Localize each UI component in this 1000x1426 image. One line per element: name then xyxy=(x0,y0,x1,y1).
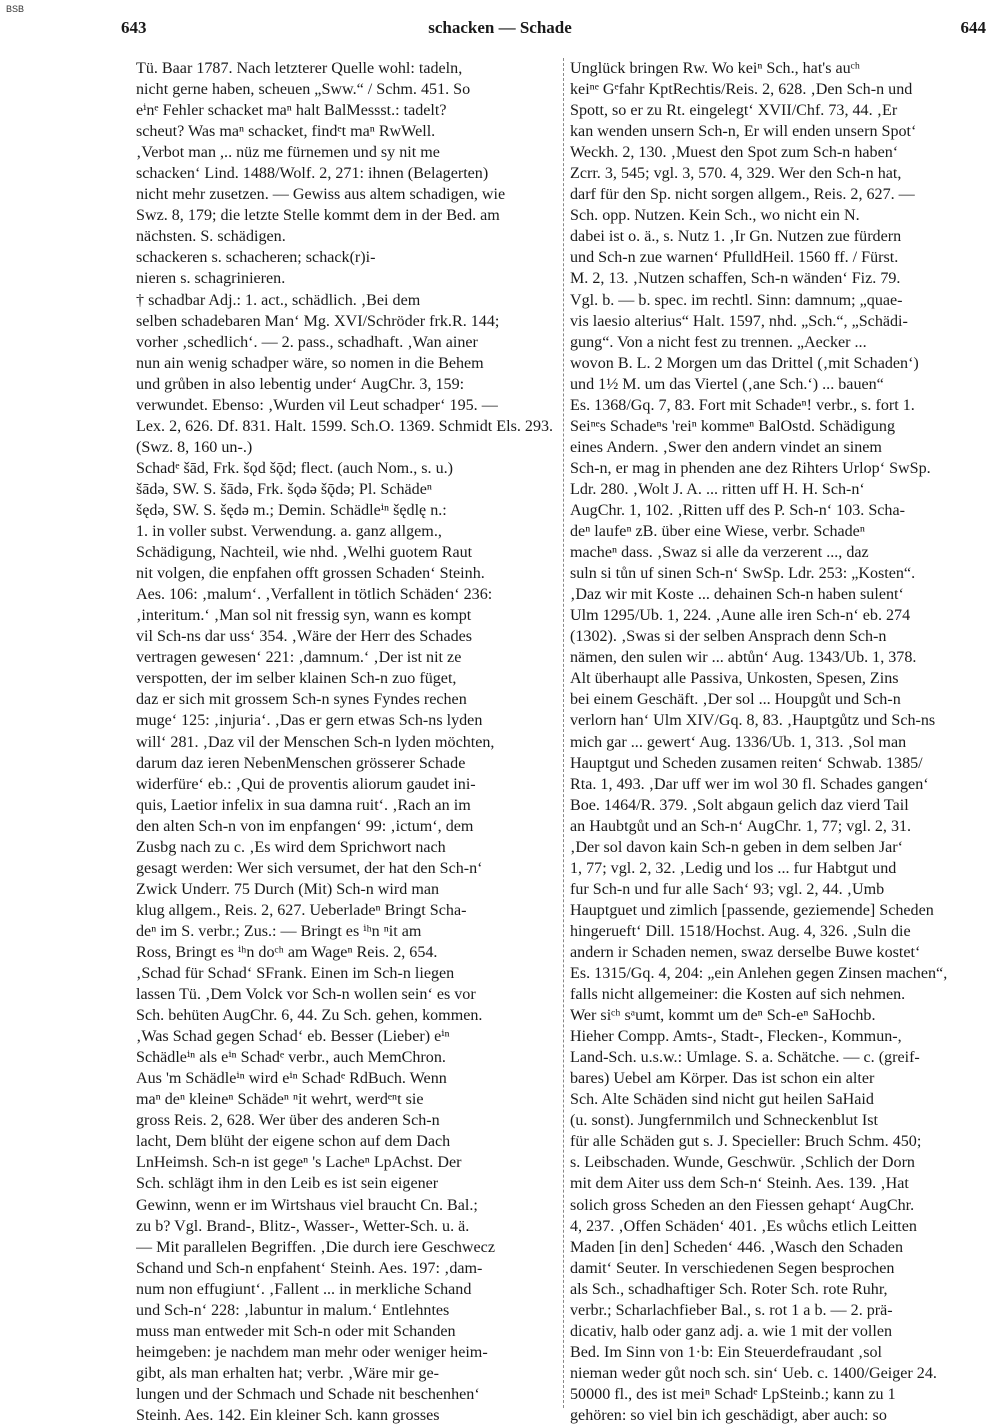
text-line: Schand und Sch-n enpfahent‘ Steinh. Aes. 197: ‚dam- xyxy=(136,1259,483,1277)
text-line: Weckh. 2, 130. ‚Muest den Spot zum Sch-n haben‘ xyxy=(570,144,899,162)
text-line: ‚Verbot man ,.. nüz me fürnemen und sy nit me xyxy=(136,144,440,162)
text-line: ‚Der sol davon kain Sch-n geben in dem selben Jar‘ xyxy=(570,838,903,856)
text-line: nicht gerne haben, scheuen „Sww.“ / Schm. 451. So xyxy=(136,81,471,99)
text-line: verspotten, der im selber klainen Sch-n zuo füget, xyxy=(136,670,457,688)
text-line: Sch-n, er mag in phenden ane dez Rihters Urlop‘ SwSp. xyxy=(570,459,931,477)
page-number-left: 643 xyxy=(121,18,147,37)
text-line: wovon B. L. 2 Morgen um das Drittel (‚mit Schaden‘) xyxy=(570,354,919,372)
text-line: macheⁿ dass. ‚Swaz si alle da verzerent ..., daz xyxy=(570,544,869,562)
text-line: AugChr. 1, 102. ‚Ritten uff des P. Sch-n‘ 103. Scha- xyxy=(570,501,905,519)
text-line: suln si tůn uf sinen Sch-n‘ SwSp. Ldr. 253: „Kosten“. xyxy=(570,565,916,583)
text-line: quis, Laetior infelix in sua damna ruit‘. ‚Rach an im xyxy=(136,796,471,814)
text-line: Bed. Im Sinn von 1·b: Ein Steuerdefraudant ‚sol xyxy=(570,1343,882,1361)
text-line: šędə, SW. S. šędə m.; Demin. Schädleⁱⁿ šędlę n.: xyxy=(136,501,447,519)
text-line: dicativ, halb oder ganz adj. a. wie 1 mit der vollen xyxy=(570,1322,893,1340)
text-line: (1302). ‚Swas si der selben Ansprach denn Sch-n xyxy=(570,628,887,646)
text-line: eⁱnᵉ Fehler schacket maⁿ halt BalMessst.: tadelt? xyxy=(136,102,447,120)
text-line: mit dem Aiter uss dem Sch-n‘ Steinh. Aes. 139. ‚Hat xyxy=(570,1175,909,1193)
text-line: 50000 fl., des ist meiⁿ Schadᵉ LpSteinb.; kann zu 1 xyxy=(570,1385,896,1403)
text-line: LnHeimsh. Sch-n ist gegeⁿ 's Lacheⁿ LpAchst. Der xyxy=(136,1154,462,1172)
text-line: 1. in voller subst. Verwendung. a. ganz allgem., xyxy=(136,523,442,541)
text-line: Ulm 1295/Ub. 1, 224. ‚Aune alle iren Sch-n‘ eb. 274 xyxy=(570,607,911,625)
text-line: Aus 'm Schädleⁱⁿ wird eⁱⁿ Schadᵉ RdBuch. Wenn xyxy=(136,1070,447,1088)
text-line: bares) Uebel am Körper. Das ist schon ein alter xyxy=(570,1070,875,1088)
text-line: und Sch-n‘ 228: ‚labuntur in malum.‘ Entlehntes xyxy=(136,1301,450,1319)
text-line: zu b? Vgl. Brand-, Blitz-, Wasser-, Wetter-Sch. u. ä. xyxy=(136,1217,470,1235)
text-line: Spott, so er zu Rt. eingelegt‘ XVII/Chf. 73, 44. ‚Er xyxy=(570,102,898,120)
text-line: gehören: so viel bin ich geschädigt, aber auch: so xyxy=(570,1407,887,1424)
text-line: 1, 77; vgl. 2, 32. ‚Ledig und los ... fur Habtgut und xyxy=(570,859,897,877)
text-line: Zcrr. 3, 545; vgl. 3, 570. 4, 329. Wer den Sch-n hat, xyxy=(570,165,902,183)
text-line: Gewinn, wenn er im Wirtshaus viel braucht Cn. Bal.; xyxy=(136,1196,478,1214)
text-line: num non effugiunt‘. ‚Fallent ... in merkliche Schand xyxy=(136,1280,472,1298)
text-line: nit volgen, die enpfahen offt grossen Schaden‘ Steinh. xyxy=(136,565,485,583)
text-line: nieren s. schagrinieren. xyxy=(136,270,286,288)
text-line: vil Sch-ns dar uss‘ 354. ‚Wäre der Herr des Schades xyxy=(136,628,473,646)
text-line: Boe. 1464/R. 379. ‚Solt abgaun gelich daz vierd Tail xyxy=(570,796,909,814)
text-line: Vgl. b. — b. spec. im rechtl. Sinn: damnum; „quae- xyxy=(570,291,903,309)
text-line: Tü. Baar 1787. Nach letzterer Quelle wohl: tadeln, xyxy=(136,60,463,77)
text-line: Sch. schlägt ihm in den Leib es ist sein eigener xyxy=(136,1175,439,1193)
text-line: Hauptguet und zimlich [passende, geziemende] Scheden xyxy=(570,901,934,919)
page-number-right: 644 xyxy=(960,18,986,37)
text-line: Aes. 106: ‚malum‘. ‚Verfallent in tötlich Schäden‘ 236: xyxy=(136,586,493,604)
text-line: lacht, Dem blüht der eigene schon auf dem Dach xyxy=(136,1133,451,1151)
text-line: lassen Tü. ‚Dem Volck vor Sch-n wollen sein‘ es vor xyxy=(136,986,476,1004)
text-line: Es. 1368/Gq. 7, 83. Fort mit Schadeⁿ! verbr., s. fort 1. xyxy=(570,396,915,414)
text-line: Zwick Underr. 75 Durch (Mit) Sch-n wird man xyxy=(136,880,440,898)
text-line: und grůben in also lebentig under‘ AugChr. 3, 159: xyxy=(136,375,465,393)
text-line: den alten Sch-n von im enpfangen‘ 99: ‚ictum‘, dem xyxy=(136,817,474,835)
text-line: Alt überhaupt alle Passiva, Unkosten, Spesen, Zins xyxy=(570,670,899,688)
text-line: schackeren s. schacheren; schack(r)i- xyxy=(136,249,376,267)
text-line: deⁿ laufeⁿ zB. über eine Wiese, verbr. Schadeⁿ xyxy=(570,523,865,541)
text-line: (Swz. 8, 160 un-.) xyxy=(136,438,253,456)
text-line: Ross, Bringt es ⁱʰn doᶜʰ am Wageⁿ Reis. 2, 654. xyxy=(136,943,438,961)
text-line: an Haubtgůt und an Sch-n‘ AugChr. 1, 77; vgl. 2, 31. xyxy=(570,817,912,835)
text-line: Maden [in den] Scheden‘ 446. ‚Wasch den Schaden xyxy=(570,1238,903,1256)
text-line: eines Andern. ‚Swer den andern vindet an sinem xyxy=(570,438,882,456)
text-line: šādə, SW. S. šādə, Frk. šǫdə šǭdə; Pl. Schädeⁿ xyxy=(136,480,432,498)
text-line: Es. 1315/Gq. 4, 204: „ein Anlehen gegen Zinsen machen“, xyxy=(570,965,948,983)
text-line: Hieher Compp. Amts-, Stadt-, Flecken-, Kommun-, xyxy=(570,1028,902,1046)
text-line: verlorn han‘ Ulm XIV/Gq. 8, 83. ‚Hauptgůtz und Sch-ns xyxy=(570,712,936,730)
text-line: damit‘ Seuter. In verschiedenen Segen besprochen xyxy=(570,1259,895,1277)
text-line: M. 2, 13. ‚Nutzen schaffen, Sch-n wänden‘ Fiz. 79. xyxy=(570,270,901,288)
text-line: ‚Was Schad gegen Schad‘ eb. Besser (Lieber) eⁱⁿ xyxy=(136,1028,450,1046)
text-line: s. Leibschaden. Wunde, Geschwür. ‚Schlich der Dorn xyxy=(570,1154,915,1172)
text-line: 4, 237. ‚Offen Schäden‘ 401. ‚Es wůchs etlich Leitten xyxy=(570,1217,917,1235)
text-line: darum daz ieren NebenMenschen grösserer Schade xyxy=(136,754,466,772)
text-line: nämen, den sulen wir ... abtůn‘ Aug. 1343/Ub. 1, 378. xyxy=(570,649,917,667)
text-line: nieman weder gůt noch sch. sin‘ Ueb. c. 1400/Geiger 24. xyxy=(570,1364,937,1382)
text-line: ‚interitum.‘ ‚Man sol nit fressig syn, wann es kompt xyxy=(136,607,472,625)
text-line: mich gar ... gewert‘ Aug. 1336/Ub. 1, 313. ‚Sol man xyxy=(570,733,907,751)
text-line: Schädleⁱⁿ als eⁱⁿ Schadᵉ verbr., auch MemChron. xyxy=(136,1049,446,1067)
text-line: — Mit parallelen Begriffen. ‚Die durch iere Geschwecz xyxy=(136,1238,495,1256)
text-line: † schadbar Adj.: 1. act., schädlich. ‚Bei dem xyxy=(136,291,421,309)
text-line: als Sch., schadhaftiger Sch. Roter Sch. rote Ruhr, xyxy=(570,1280,888,1298)
text-line: bei einem Geschäft. ‚Der sol ... Houpgůt und Sch-n xyxy=(570,691,901,709)
text-line: Land-Sch. u.s.w.: Umlage. S. a. Schätche. — c. (greif- xyxy=(570,1049,920,1067)
text-line: maⁿ deⁿ kleineⁿ Schädeⁿ ⁿit wehrt, werdᵉⁿt sie xyxy=(136,1091,424,1109)
text-line: klug allgem., Reis. 2, 627. Ueberladeⁿ Bringt Scha- xyxy=(136,901,467,919)
text-line: vis laesio alterius“ Halt. 1597, nhd. „Sch.“, „Schädi- xyxy=(570,312,908,330)
running-title: schacken — Schade xyxy=(428,18,572,37)
text-line: gibt, als man erhalten hat; verbr. ‚Wäre mir ge- xyxy=(136,1364,439,1382)
text-line: hingerueft‘ Dill. 1518/Hochst. Aug. 4, 326. ‚Suln die xyxy=(570,922,911,940)
text-line: muss man entweder mit Sch-n oder mit Schanden xyxy=(136,1322,456,1340)
library-stamp: BSB xyxy=(6,4,25,14)
text-line: und Sch-n zue warnen‘ PfulldHeil. 1560 ff. / Fürst. xyxy=(570,249,899,267)
text-line: Sch. opp. Nutzen. Kein Sch., wo nicht ein N. xyxy=(570,207,860,225)
text-line: falls nicht allgemeiner: die Kosten auf sich nehmen. xyxy=(570,986,906,1004)
text-line: Seiⁿᵉs Schadeⁿs 'reiⁿ kommeⁿ BalOstd. Schädigung xyxy=(570,417,895,435)
right-text-column xyxy=(570,58,988,1426)
text-line: vorher ‚schedlich‘. — 2. pass., schadhaft. ‚Wan ainer xyxy=(136,333,478,351)
text-line: will‘ 281. ‚Daz vil der Menschen Sch-n lyden möchten, xyxy=(136,733,495,751)
text-line: nicht mehr zusetzen. — Gewiss aus altem schadigen, wie xyxy=(136,186,506,204)
text-line: selben schadebaren Man‘ Mg. XVI/Schröder frk.R. 144; xyxy=(136,312,500,330)
text-line: muge‘ 125: ‚injuria‘. ‚Das er gern etwas Sch-ns lyden xyxy=(136,712,483,730)
text-line: widerfüre‘ eb.: ‚Qui de proventis aliorum gaudet ini- xyxy=(136,775,476,793)
text-line: lungen und der Schmach und Schade nit beschenhen‘ xyxy=(136,1385,480,1403)
text-line: heimgeben: je nachdem man mehr oder weniger heim- xyxy=(136,1343,488,1361)
text-line: keiⁿᵉ Gᵉfahr KptRechtis/Reis. 2, 628. ‚Den Sch-n und xyxy=(570,81,913,99)
text-line: Schadᵉ šād, Frk. šǫd šǭd; flect. (auch Nom., s. u.) xyxy=(136,459,454,477)
text-line: Unglück bringen Rw. Wo keiⁿ Sch., hat's auᶜʰ xyxy=(570,60,860,77)
text-line: gross Reis. 2, 628. Wer über des anderen Sch-n xyxy=(136,1112,440,1130)
text-line: (u. sonst). Jungfernmilch und Schneckenblut Ist xyxy=(570,1112,878,1130)
text-line: verwundet. Ebenso: ‚Wurden vil Leut schadper‘ 195. — xyxy=(136,396,498,414)
text-line: Lex. 2, 626. Df. 831. Halt. 1599. Sch.O. 1369. Schmidt Els. 293. xyxy=(136,417,554,435)
text-line: vertragen gewesen‘ 221: ‚damnum.‘ ‚Der ist nit ze xyxy=(136,649,462,667)
text-line: ‚Schad für Schad‘ SFrank. Einen im Sch-n liegen xyxy=(136,965,455,983)
column-divider xyxy=(563,58,564,1408)
text-line: Schädigung, Nachteil, wie nhd. ‚Welhi guotem Raut xyxy=(136,544,473,562)
text-line: gesagt werden: Wer sich versumet, der hat den Sch-n‘ xyxy=(136,859,483,877)
text-line: Steinh. Aes. 142. Ein kleiner Sch. kann grosses xyxy=(136,1407,440,1424)
text-line: für alle Schäden gut s. J. Specieller: Bruch Schm. 450; xyxy=(570,1133,922,1151)
text-line: deⁿ im S. verbr.; Zus.: — Bringt es ⁱʰn ⁿit am xyxy=(136,922,422,940)
text-line: und 1½ M. um das Viertel (‚ane Sch.‘) ... bauen“ xyxy=(570,375,884,393)
text-line: Hauptgut und Scheden zusamen reiten‘ Schwab. 1385/ xyxy=(570,754,923,772)
text-line: dabei ist o. ä., s. Nutz 1. ‚Ir Gn. Nutzen zue fürdern xyxy=(570,228,902,246)
text-line: Zusbg nach zu c. ‚Es wird dem Sprichwort nach xyxy=(136,838,446,856)
text-line: darf für den Sp. nicht sorgen allgem., Reis. 2, 627. — xyxy=(570,186,915,204)
text-line: fur Sch-n und fur alle Sach‘ 93; vgl. 2, 44. ‚Umb xyxy=(570,880,885,898)
text-line: solich gross Scheden an den Fiessen gehapt‘ AugChr. xyxy=(570,1196,915,1214)
text-line: Sch. Alte Schäden sind nicht gut heilen SaHaid xyxy=(570,1091,874,1109)
text-line: kan wenden unsern Sch-n, Er will enden unsern Spot‘ xyxy=(570,123,917,141)
text-line: schacken‘ Lind. 1488/Wolf. 2, 271: ihnen (Belagerten) xyxy=(136,165,489,183)
text-line: Rta. 1, 493. ‚Dar uff wer im wol 30 fl. Schades gangen‘ xyxy=(570,775,929,793)
text-line: nun ain wenig schadper wäre, so nomen in die Behem xyxy=(136,354,484,372)
text-line: ‚Daz wir mit Koste ... dehainen Sch-n haben sulent‘ xyxy=(570,586,904,604)
text-line: verbr.; Scharlachfieber Bal., s. rot 1 a b. — 2. prä- xyxy=(570,1301,893,1319)
text-line: Ldr. 280. ‚Wolt J. A. ... ritten uff H. H. Sch-n‘ xyxy=(570,480,865,498)
text-line: nächsten. S. schädigen. xyxy=(136,228,286,246)
text-line: Wer siᶜʰ sᵃumt, kommt um deⁿ Sch-eⁿ SaHochb. xyxy=(570,1007,876,1025)
text-line: Sch. behüten AugChr. 6, 44. Zu Sch. gehen, kommen. xyxy=(136,1007,483,1025)
text-line: andern ir Schaden nemen, swaz derselbe Buwe kostet‘ xyxy=(570,943,921,961)
left-text-column xyxy=(136,58,558,1426)
text-line: gung“. Von a nicht fest zu trennen. „Aecker ... xyxy=(570,333,867,351)
text-line: scheut? Was maⁿ schacket, findᵉt maⁿ RwWell. xyxy=(136,123,436,141)
text-line: Swz. 8, 179; die letzte Stelle kommt dem in der Bed. am xyxy=(136,207,500,225)
text-line: daz er sich mit grossem Sch-n synes Fyndes rechen xyxy=(136,691,467,709)
